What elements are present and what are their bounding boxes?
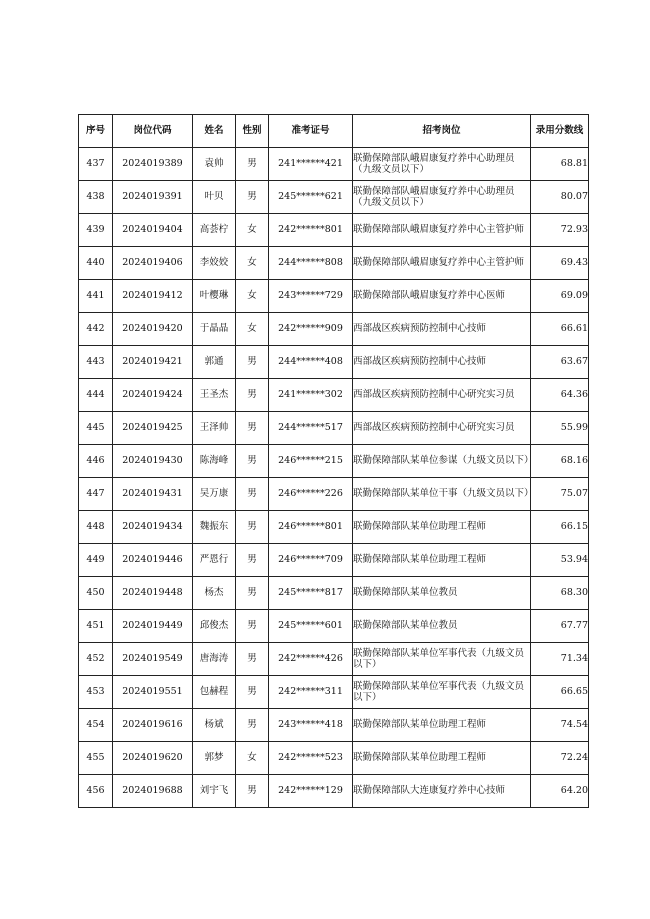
cell-score: 69.09 bbox=[531, 280, 589, 313]
cell-gender: 女 bbox=[236, 742, 269, 775]
header-name: 姓名 bbox=[193, 115, 236, 148]
results-table bbox=[78, 114, 589, 808]
cell-post: 联勤保障部队某单位助理工程师 bbox=[353, 742, 531, 775]
cell-name: 李姣姣 bbox=[193, 247, 236, 280]
table-row bbox=[79, 577, 589, 610]
cell-ticket: 246******215 bbox=[269, 445, 353, 478]
cell-gender: 女 bbox=[236, 247, 269, 280]
cell-name: 杨杰 bbox=[193, 577, 236, 610]
cell-no: 447 bbox=[79, 478, 113, 511]
cell-score: 75.07 bbox=[531, 478, 589, 511]
cell-post: 联勤保障部队某单位干事（九级文员以下） bbox=[353, 478, 531, 511]
cell-score: 80.07 bbox=[531, 181, 589, 214]
cell-score: 67.77 bbox=[531, 610, 589, 643]
cell-score: 69.43 bbox=[531, 247, 589, 280]
cell-no: 455 bbox=[79, 742, 113, 775]
header-score: 录用分数线 bbox=[531, 115, 589, 148]
cell-ticket: 242******523 bbox=[269, 742, 353, 775]
cell-ticket: 246******801 bbox=[269, 511, 353, 544]
cell-post: 联勤保障部队某单位军事代表（九级文员以下） bbox=[353, 676, 531, 709]
cell-score: 72.24 bbox=[531, 742, 589, 775]
cell-name: 刘宇飞 bbox=[193, 775, 236, 808]
cell-no: 454 bbox=[79, 709, 113, 742]
cell-post-code: 2024019688 bbox=[113, 775, 193, 808]
cell-ticket: 241******421 bbox=[269, 148, 353, 181]
cell-no: 437 bbox=[79, 148, 113, 181]
cell-gender: 男 bbox=[236, 676, 269, 709]
cell-ticket: 241******302 bbox=[269, 379, 353, 412]
cell-no: 441 bbox=[79, 280, 113, 313]
cell-name: 于晶晶 bbox=[193, 313, 236, 346]
header-row bbox=[79, 115, 589, 148]
cell-gender: 男 bbox=[236, 775, 269, 808]
cell-ticket: 244******408 bbox=[269, 346, 353, 379]
cell-post: 联勤保障部队峨眉康复疗养中心助理员（九级文员以下） bbox=[353, 148, 531, 181]
cell-post-code: 2024019448 bbox=[113, 577, 193, 610]
table-row bbox=[79, 544, 589, 577]
cell-name: 叶贝 bbox=[193, 181, 236, 214]
table-row bbox=[79, 247, 589, 280]
cell-name: 郭梦 bbox=[193, 742, 236, 775]
cell-score: 55.99 bbox=[531, 412, 589, 445]
cell-ticket: 242******909 bbox=[269, 313, 353, 346]
cell-gender: 男 bbox=[236, 181, 269, 214]
cell-post-code: 2024019431 bbox=[113, 478, 193, 511]
cell-post: 联勤保障部队峨眉康复疗养中心主管护师 bbox=[353, 247, 531, 280]
cell-gender: 男 bbox=[236, 346, 269, 379]
cell-gender: 男 bbox=[236, 709, 269, 742]
cell-score: 66.15 bbox=[531, 511, 589, 544]
cell-ticket: 245******817 bbox=[269, 577, 353, 610]
cell-post: 西部战区疾病预防控制中心研究实习员 bbox=[353, 379, 531, 412]
cell-post-code: 2024019421 bbox=[113, 346, 193, 379]
table-row bbox=[79, 610, 589, 643]
cell-ticket: 246******226 bbox=[269, 478, 353, 511]
cell-ticket: 243******729 bbox=[269, 280, 353, 313]
cell-no: 451 bbox=[79, 610, 113, 643]
cell-name: 包赫程 bbox=[193, 676, 236, 709]
cell-gender: 女 bbox=[236, 280, 269, 313]
cell-gender: 男 bbox=[236, 148, 269, 181]
cell-gender: 男 bbox=[236, 412, 269, 445]
cell-ticket: 243******418 bbox=[269, 709, 353, 742]
cell-no: 439 bbox=[79, 214, 113, 247]
cell-score: 68.16 bbox=[531, 445, 589, 478]
table-row bbox=[79, 478, 589, 511]
cell-name: 王圣杰 bbox=[193, 379, 236, 412]
cell-post: 联勤保障部队某单位教员 bbox=[353, 610, 531, 643]
cell-no: 440 bbox=[79, 247, 113, 280]
cell-name: 唐海涛 bbox=[193, 643, 236, 676]
cell-no: 448 bbox=[79, 511, 113, 544]
cell-score: 64.20 bbox=[531, 775, 589, 808]
header-post-code: 岗位代码 bbox=[113, 115, 193, 148]
cell-post: 联勤保障部队峨眉康复疗养中心助理员（九级文员以下） bbox=[353, 181, 531, 214]
cell-gender: 男 bbox=[236, 577, 269, 610]
cell-gender: 男 bbox=[236, 511, 269, 544]
cell-score: 74.54 bbox=[531, 709, 589, 742]
cell-ticket: 242******311 bbox=[269, 676, 353, 709]
table-row bbox=[79, 511, 589, 544]
cell-post-code: 2024019549 bbox=[113, 643, 193, 676]
table-row bbox=[79, 181, 589, 214]
cell-name: 袁帅 bbox=[193, 148, 236, 181]
cell-post-code: 2024019430 bbox=[113, 445, 193, 478]
cell-score: 68.30 bbox=[531, 577, 589, 610]
table-row bbox=[79, 775, 589, 808]
cell-no: 453 bbox=[79, 676, 113, 709]
cell-ticket: 242******801 bbox=[269, 214, 353, 247]
cell-post: 联勤保障部队某单位助理工程师 bbox=[353, 511, 531, 544]
cell-post-code: 2024019434 bbox=[113, 511, 193, 544]
table-row bbox=[79, 412, 589, 445]
cell-post-code: 2024019551 bbox=[113, 676, 193, 709]
cell-name: 郭通 bbox=[193, 346, 236, 379]
cell-gender: 男 bbox=[236, 643, 269, 676]
cell-score: 64.36 bbox=[531, 379, 589, 412]
header-post: 招考岗位 bbox=[353, 115, 531, 148]
cell-post: 联勤保障部队大连康复疗养中心技师 bbox=[353, 775, 531, 808]
cell-name: 叶樱琳 bbox=[193, 280, 236, 313]
cell-post: 联勤保障部队某单位助理工程师 bbox=[353, 709, 531, 742]
cell-score: 68.81 bbox=[531, 148, 589, 181]
cell-post-code: 2024019424 bbox=[113, 379, 193, 412]
cell-no: 444 bbox=[79, 379, 113, 412]
cell-name: 杨斌 bbox=[193, 709, 236, 742]
header-gender: 性别 bbox=[236, 115, 269, 148]
cell-score: 66.65 bbox=[531, 676, 589, 709]
cell-no: 449 bbox=[79, 544, 113, 577]
cell-no: 443 bbox=[79, 346, 113, 379]
cell-name: 魏振东 bbox=[193, 511, 236, 544]
cell-post-code: 2024019420 bbox=[113, 313, 193, 346]
table-row bbox=[79, 280, 589, 313]
header-ticket: 准考证号 bbox=[269, 115, 353, 148]
cell-post-code: 2024019404 bbox=[113, 214, 193, 247]
table-row bbox=[79, 643, 589, 676]
cell-ticket: 246******709 bbox=[269, 544, 353, 577]
cell-ticket: 244******808 bbox=[269, 247, 353, 280]
cell-score: 66.61 bbox=[531, 313, 589, 346]
cell-post-code: 2024019616 bbox=[113, 709, 193, 742]
header-no: 序号 bbox=[79, 115, 113, 148]
cell-ticket: 244******517 bbox=[269, 412, 353, 445]
cell-post-code: 2024019446 bbox=[113, 544, 193, 577]
cell-no: 438 bbox=[79, 181, 113, 214]
cell-name: 高荟柠 bbox=[193, 214, 236, 247]
cell-post: 西部战区疾病预防控制中心研究实习员 bbox=[353, 412, 531, 445]
cell-post-code: 2024019406 bbox=[113, 247, 193, 280]
cell-gender: 男 bbox=[236, 478, 269, 511]
cell-gender: 女 bbox=[236, 214, 269, 247]
cell-name: 严恩行 bbox=[193, 544, 236, 577]
cell-no: 446 bbox=[79, 445, 113, 478]
table-row bbox=[79, 346, 589, 379]
cell-no: 456 bbox=[79, 775, 113, 808]
cell-gender: 男 bbox=[236, 379, 269, 412]
cell-no: 442 bbox=[79, 313, 113, 346]
cell-gender: 男 bbox=[236, 445, 269, 478]
table-row bbox=[79, 313, 589, 346]
cell-post-code: 2024019389 bbox=[113, 148, 193, 181]
cell-ticket: 242******129 bbox=[269, 775, 353, 808]
cell-post: 西部战区疾病预防控制中心技师 bbox=[353, 346, 531, 379]
cell-no: 450 bbox=[79, 577, 113, 610]
cell-name: 王泽帅 bbox=[193, 412, 236, 445]
table-row bbox=[79, 676, 589, 709]
cell-gender: 女 bbox=[236, 313, 269, 346]
cell-post: 联勤保障部队峨眉康复疗养中心主管护师 bbox=[353, 214, 531, 247]
table-row bbox=[79, 709, 589, 742]
cell-score: 53.94 bbox=[531, 544, 589, 577]
cell-post: 联勤保障部队某单位教员 bbox=[353, 577, 531, 610]
cell-post-code: 2024019449 bbox=[113, 610, 193, 643]
table-row bbox=[79, 742, 589, 775]
cell-gender: 男 bbox=[236, 544, 269, 577]
cell-ticket: 245******621 bbox=[269, 181, 353, 214]
cell-post-code: 2024019412 bbox=[113, 280, 193, 313]
cell-name: 陈海峰 bbox=[193, 445, 236, 478]
cell-score: 63.67 bbox=[531, 346, 589, 379]
cell-no: 445 bbox=[79, 412, 113, 445]
cell-post-code: 2024019620 bbox=[113, 742, 193, 775]
table-row bbox=[79, 148, 589, 181]
cell-name: 吴万康 bbox=[193, 478, 236, 511]
cell-gender: 男 bbox=[236, 610, 269, 643]
table-row bbox=[79, 379, 589, 412]
cell-post: 西部战区疾病预防控制中心技师 bbox=[353, 313, 531, 346]
cell-post: 联勤保障部队某单位助理工程师 bbox=[353, 544, 531, 577]
cell-score: 72.93 bbox=[531, 214, 589, 247]
table-row bbox=[79, 214, 589, 247]
cell-post-code: 2024019391 bbox=[113, 181, 193, 214]
cell-post: 联勤保障部队某单位军事代表（九级文员以下） bbox=[353, 643, 531, 676]
cell-ticket: 242******426 bbox=[269, 643, 353, 676]
cell-no: 452 bbox=[79, 643, 113, 676]
cell-post-code: 2024019425 bbox=[113, 412, 193, 445]
cell-post: 联勤保障部队峨眉康复疗养中心医师 bbox=[353, 280, 531, 313]
cell-post: 联勤保障部队某单位参谋（九级文员以下） bbox=[353, 445, 531, 478]
table-row bbox=[79, 445, 589, 478]
cell-ticket: 245******601 bbox=[269, 610, 353, 643]
cell-score: 71.34 bbox=[531, 643, 589, 676]
cell-name: 邱俊杰 bbox=[193, 610, 236, 643]
